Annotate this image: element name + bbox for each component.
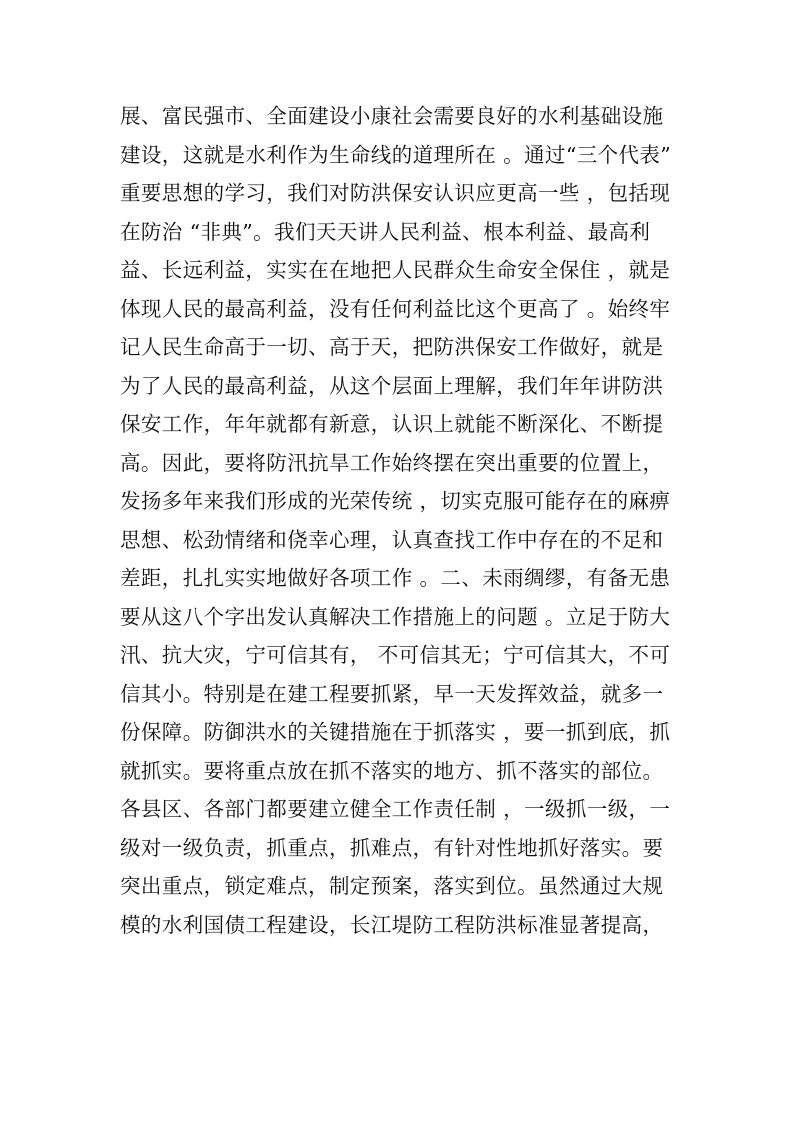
- text-line: 记人民生命高于一切、高于天，把防洪保安工作做好，就是: [120, 335, 664, 359]
- text-line: 份保障。防御洪水的关键措施在于抓落实 ，要一抓到底，抓: [120, 720, 671, 744]
- text-line: 展、富民强市、全面建设小康社会需要良好的水利基础设施: [120, 104, 664, 128]
- text-line: 思想、松劲情绪和侥幸心理，认真查找工作中存在的不足和: [120, 527, 664, 552]
- text-line: 益、长远利益，实实在在地把人民群众生命安全保住 ，就是: [120, 258, 671, 282]
- body-text: [120, 97, 680, 944]
- text-line: 重要思想的学习，我们对防洪保安认识应更高一些 ，包括现: [120, 181, 671, 205]
- text-line: 为了人民的最高利益，从这个层面上理解，我们年年讲防洪: [120, 373, 664, 398]
- text-line: 差距，扎扎实实地做好各项工作 。二、未雨绸缪，有备无患: [120, 566, 671, 590]
- text-line: 就抓实。要将重点放在抓不落实的地方、抓不落实的部位。: [120, 758, 664, 783]
- text-line: 体现人民的最高利益，没有任何利益比这个更高了 。始终牢: [120, 296, 671, 321]
- text-line: 保安工作，年年就都有新意，认识上就能不断深化、不断提: [120, 412, 664, 436]
- text-line: 汛、抗大灾，宁可信其有， 不可信其无；宁可信其大，不可: [120, 643, 671, 667]
- text-line: 模的水利国债工程建设，长江堤防工程防洪标准显著提高，: [120, 912, 664, 937]
- text-line: 要从这八个字出发认真解决工作措施上的问题 。立足于防大: [120, 604, 671, 629]
- text-line: 在防治 “非典”。我们天天讲人民利益、根本利益、最高利: [120, 219, 651, 244]
- text-line: 突出重点，锁定难点，制定预案，落实到位。虽然通过大规: [120, 874, 664, 898]
- text-line: 建设，这就是水利作为生命线的道理所在 。通过“三个代表”: [120, 142, 672, 167]
- text-line: 各县区、各部门都要建立健全工作责任制 ，一级抓一级，一: [120, 797, 671, 821]
- text-line: 级对一级负责，抓重点，抓难点，有针对性地抓好落实。要: [120, 835, 664, 860]
- text-line: 发扬多年来我们形成的光荣传统 ，切实克服可能存在的麻痹: [120, 489, 671, 513]
- text-line: 信其小。特别是在建工程要抓紧，早一天发挥效益，就多一: [120, 681, 664, 706]
- text-line: 高。因此，要将防汛抗旱工作始终摆在突出重要的位置上，: [120, 450, 664, 475]
